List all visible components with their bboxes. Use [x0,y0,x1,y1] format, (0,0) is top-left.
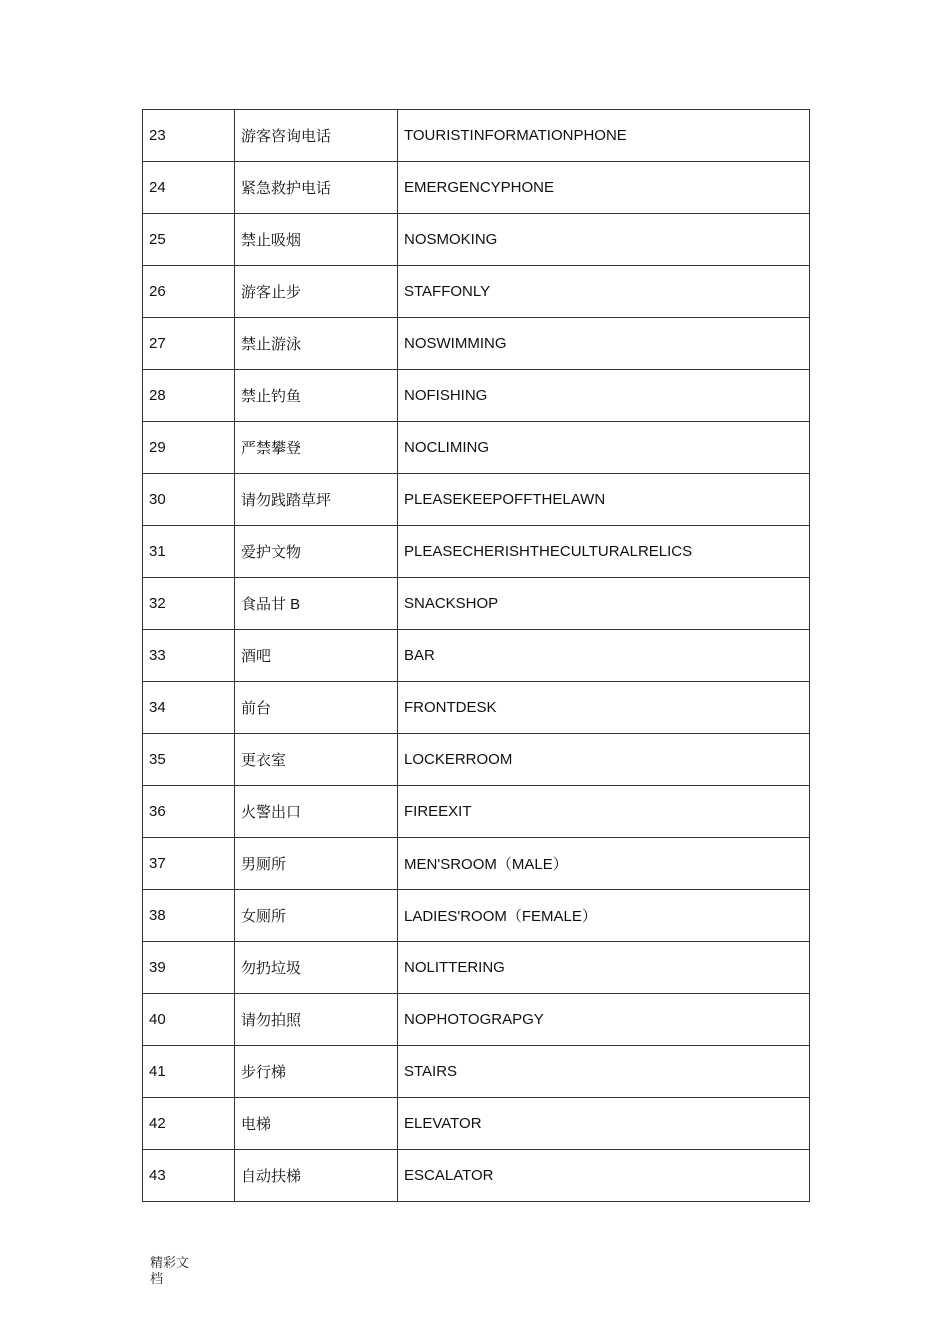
table-row [143,578,810,630]
english-sign-cell: LADIES'ROOM（FEMALE） [398,890,810,942]
english-sign-cell: NOSMOKING [398,214,810,266]
table-row [143,1098,810,1150]
signage-table [142,109,810,1202]
chinese-sign-cell: 爱护文物 [235,526,398,578]
row-number-cell: 27 [143,318,235,370]
table-row [143,110,810,162]
english-sign-cell: NOLITTERING [398,942,810,994]
row-number-cell: 31 [143,526,235,578]
table-row [143,214,810,266]
row-number-cell: 35 [143,734,235,786]
english-sign-cell: ESCALATOR [398,1150,810,1202]
chinese-sign-cell: 禁止钓鱼 [235,370,398,422]
row-number-cell: 41 [143,1046,235,1098]
chinese-sign-cell: 自动扶梯 [235,1150,398,1202]
row-number-cell: 37 [143,838,235,890]
row-number-cell: 42 [143,1098,235,1150]
chinese-sign-cell: 男厕所 [235,838,398,890]
row-number-cell: 28 [143,370,235,422]
table-row [143,734,810,786]
row-number-cell: 40 [143,994,235,1046]
chinese-sign-cell: 严禁攀登 [235,422,398,474]
table-row [143,370,810,422]
chinese-sign-cell: 酒吧 [235,630,398,682]
chinese-sign-cell: 禁止游泳 [235,318,398,370]
footer-note [150,1256,200,1288]
english-sign-cell: PLEASEKEEPOFFTHELAWN [398,474,810,526]
row-number-cell: 43 [143,1150,235,1202]
chinese-sign-cell: 更衣室 [235,734,398,786]
english-sign-cell: FIREEXIT [398,786,810,838]
row-number-cell: 25 [143,214,235,266]
table-row [143,422,810,474]
row-number-cell: 39 [143,942,235,994]
table-row [143,474,810,526]
row-number-cell: 24 [143,162,235,214]
english-sign-cell: NOPHOTOGRAPGY [398,994,810,1046]
table-row [143,994,810,1046]
chinese-sign-cell: 前台 [235,682,398,734]
table-row [143,1150,810,1202]
row-number-cell: 32 [143,578,235,630]
footer-note-line: 档 [150,1272,164,1287]
english-sign-cell: TOURISTINFORMATIONPHONE [398,110,810,162]
chinese-sign-cell: 紧急救护电话 [235,162,398,214]
english-sign-cell: LOCKERROOM [398,734,810,786]
english-sign-cell: NOFISHING [398,370,810,422]
table-row [143,266,810,318]
row-number-cell: 36 [143,786,235,838]
row-number-cell: 26 [143,266,235,318]
chinese-sign-cell: 步行梯 [235,1046,398,1098]
english-sign-cell: EMERGENCYPHONE [398,162,810,214]
chinese-sign-cell: 请勿践踏草坪 [235,474,398,526]
chinese-sign-cell: 游客止步 [235,266,398,318]
chinese-sign-cell: 电梯 [235,1098,398,1150]
table-row [143,838,810,890]
table-row [143,682,810,734]
signage-table-body [143,110,810,1202]
table-row [143,942,810,994]
table-row [143,318,810,370]
english-sign-cell: BAR [398,630,810,682]
row-number-cell: 33 [143,630,235,682]
chinese-sign-cell: 食品甘 B [235,578,398,630]
table-row [143,162,810,214]
english-sign-cell: SNACKSHOP [398,578,810,630]
english-sign-cell: ELEVATOR [398,1098,810,1150]
chinese-sign-cell: 勿扔垃圾 [235,942,398,994]
row-number-cell: 34 [143,682,235,734]
table-row [143,786,810,838]
english-sign-cell: PLEASECHERISHTHECULTURALRELICS [398,526,810,578]
english-sign-cell: STAIRS [398,1046,810,1098]
english-sign-cell: FRONTDESK [398,682,810,734]
chinese-sign-cell: 禁止吸烟 [235,214,398,266]
english-sign-cell: NOCLIMING [398,422,810,474]
chinese-sign-cell: 请勿拍照 [235,994,398,1046]
table-row [143,890,810,942]
row-number-cell: 29 [143,422,235,474]
table-row [143,1046,810,1098]
chinese-sign-cell: 火警出口 [235,786,398,838]
table-row [143,630,810,682]
english-sign-cell: STAFFONLY [398,266,810,318]
table-row [143,526,810,578]
english-sign-cell: MEN'SROOM（MALE） [398,838,810,890]
chinese-sign-cell: 女厕所 [235,890,398,942]
english-sign-cell: NOSWIMMING [398,318,810,370]
row-number-cell: 30 [143,474,235,526]
chinese-sign-cell: 游客咨询电话 [235,110,398,162]
row-number-cell: 23 [143,110,235,162]
row-number-cell: 38 [143,890,235,942]
footer-note-line: 精彩文 [150,1256,190,1271]
